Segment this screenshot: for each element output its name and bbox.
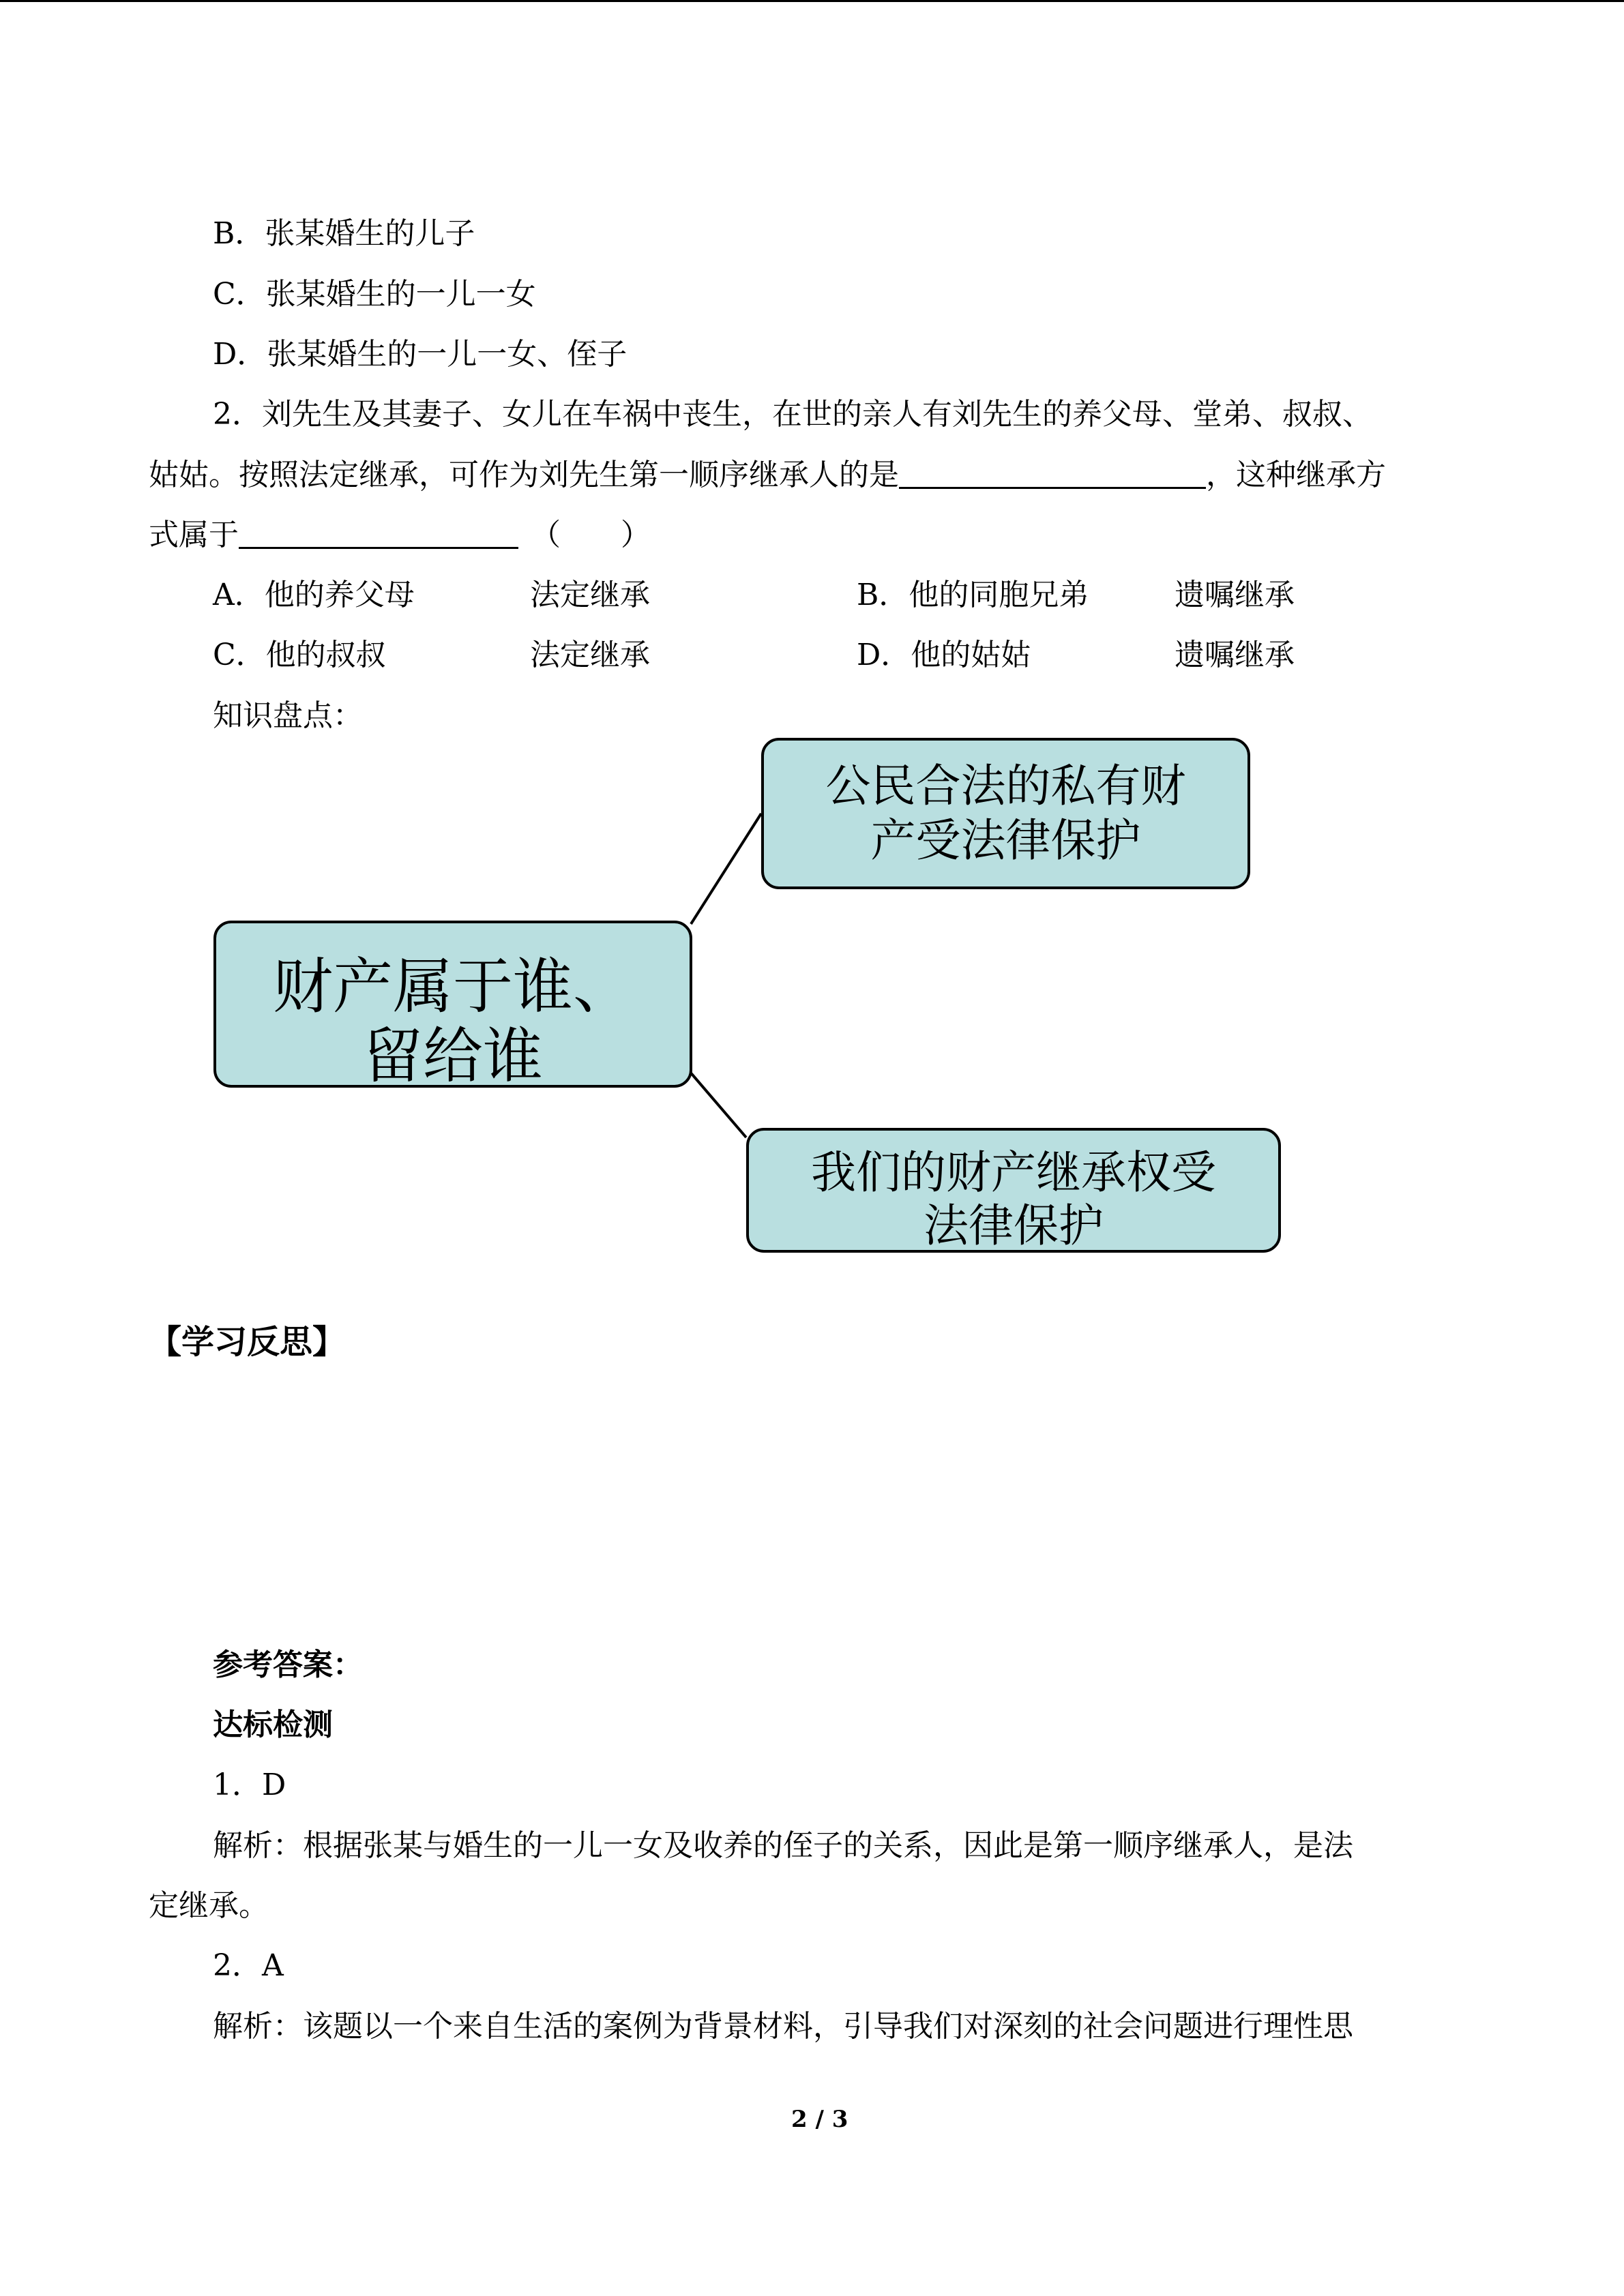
q2-option-b-type: 遗嘱继承 [1175,578,1295,612]
mindmap-branch-top [761,738,1250,889]
answer-1: 1．D [213,1768,286,1802]
q2-option-d-label: D．他的姑姑 [857,638,1031,672]
q2-option-a-label: A．他的养父母 [213,578,415,612]
answers-section: 达标检测 [213,1708,333,1742]
q1-option-d: D．张某婚生的一儿一女、侄子 [213,337,628,372]
connector-top [691,814,761,924]
q2-option-c-label: C．他的叔叔 [213,638,386,672]
answer-2: 2．A [213,1948,284,1983]
answers-heading: 参考答案： [213,1648,363,1682]
root-line2: 留给谁 [362,1020,543,1091]
knowledge-label: 知识盘点： [213,698,363,733]
q2-option-c-type: 法定继承 [530,638,650,672]
q1-option-c: C．张某婚生的一儿一女 [213,277,536,312]
connector-bottom [689,1071,746,1137]
q1-option-b: B．张某婚生的儿子 [213,216,475,251]
answer-1-explanation-line1: 解析：根据张某与婚生的一儿一女及收养的侄子的关系，因此是第一顺序继承人，是法 [213,1828,1353,1863]
q2-stem-line2-end: ，这种继承方 [1206,458,1386,492]
q2-stem-line1: 2．刘先生及其妻子、女儿在车祸中丧生，在世的亲人有刘先生的养父母、堂弟、叔叔、 [213,397,1372,432]
answer-2-explanation-line1: 解析：该题以一个来自生活的案例为背景材料，引导我们对深刻的社会问题进行理性思 [213,2009,1353,2044]
branch-top-line1: 公民合法的私有财 [825,760,1186,812]
page-number: 2 / 3 [791,2106,848,2133]
q2-option-a-type: 法定继承 [530,578,650,612]
q2-option-d-type: 遗嘱继承 [1175,638,1295,672]
reflection-heading: 【学习反思】 [149,1323,346,1361]
answer-1-explanation-line2: 定继承。 [149,1888,269,1923]
branch-bottom-line2: 法律保护 [924,1199,1104,1252]
q2-stem-line2-text: 姑姑。按照法定继承，可作为刘先生第一顺序继承人的是 [149,458,899,492]
branch-top-line2: 产受法律保护 [870,814,1141,867]
answer-parenthesis: （ ） [531,518,651,552]
mindmap-root [213,921,692,1091]
branch-bottom-line1: 我们的财产继承权受 [811,1146,1216,1199]
q2-stem-line3-text: 式属于 [149,518,239,552]
q2-option-b-label: B．他的同胞兄弟 [857,578,1089,612]
root-line1: 财产属于谁、 [272,951,633,1022]
mindmap-branch-bottom [746,1128,1281,1253]
